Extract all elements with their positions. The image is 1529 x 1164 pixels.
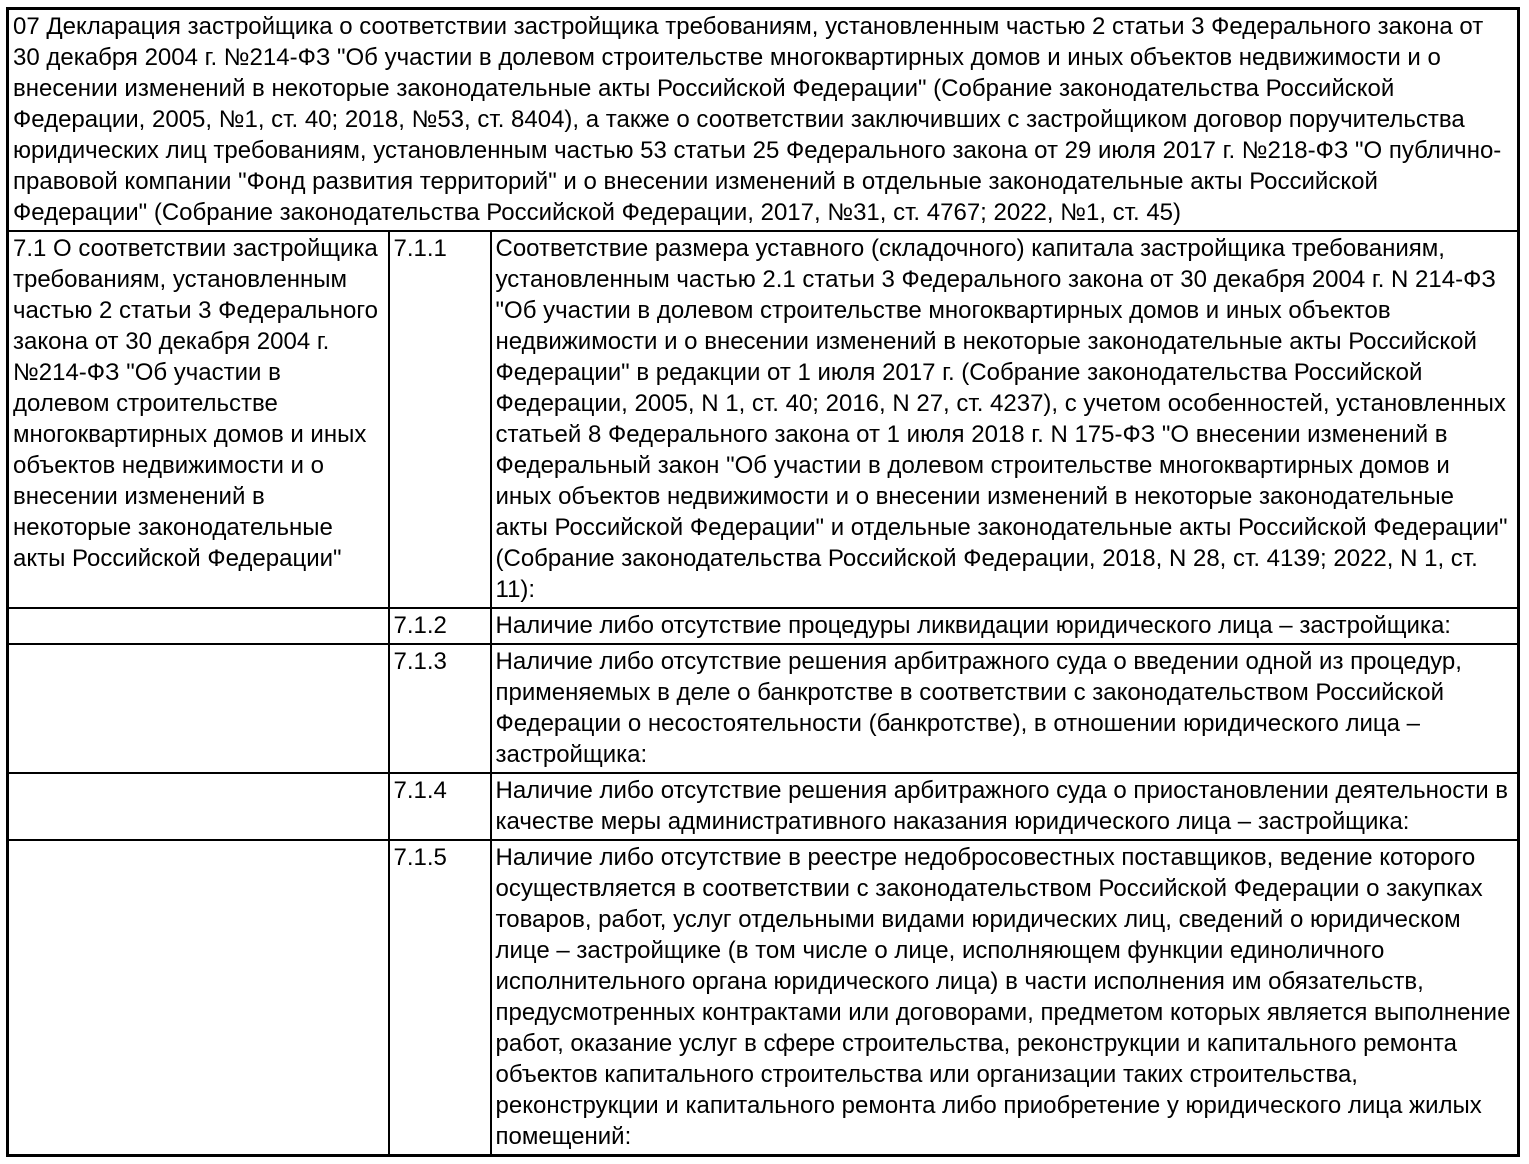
declaration-table xyxy=(6,7,1520,1157)
row-code: 7.1.3 xyxy=(389,644,491,773)
row-text: Наличие либо отсутствие в реестре недобросовестных поставщиков, ведение которого осуществляется в соответствии с законодательством Российской Федерации о закупках товаров, работ, услуг отдельными видами юридических лиц, сведений о юридическом лице – застройщике (в том числе о лице, исполняющем функции единоличного исполнительного органа юридического лица) в части исполнения им обязательств, предусмотренных контрактами или договорами, предметом которых является выполнение работ, оказание услуг в сфере строительства, реконструкции и капитального ремонта объектов капитального строительства или организации таких строительства, реконструкции и капитального ремонта либо приобретение у юридического лица жилых помещений: xyxy=(491,840,1519,1156)
row-code: 7.1.5 xyxy=(389,840,491,1156)
section-label: 7.1 О соответствии застройщика требованиям, установленным частью 2 статьи 3 Федерального закона от 30 декабря 2004 г. №214-ФЗ "Об участии в долевом строительстве многоквартирных домов и иных объектов недвижимости и о внесении изменений в некоторые законодательные акты Российской Федерации" xyxy=(8,231,389,608)
section-label-empty xyxy=(8,773,389,840)
table-header-row xyxy=(8,9,1519,232)
table-row xyxy=(8,608,1519,644)
table-row xyxy=(8,231,1519,608)
row-text: Наличие либо отсутствие процедуры ликвидации юридического лица – застройщика: xyxy=(491,608,1519,644)
table-row xyxy=(8,840,1519,1156)
row-code: 7.1.1 xyxy=(389,231,491,608)
declaration-header-text: 07 Декларация застройщика о соответствии застройщика требованиям, установленным частью 2 статьи 3 Федерального закона от 30 декабря 2004 г. №214-ФЗ "Об участии в долевом строительстве многоквартирных домов и иных объектов недвижимости и о внесении изменений в некоторые законодательные акты Российской Федерации" (Собрание законодательства Российской Федерации, 2005, №1, ст. 40; 2018, №53, ст. 8404), а также о соответствии заключивших с застройщиком договор поручительства юридических лиц требованиям, установленным частью 53 статьи 25 Федерального закона от 29 июля 2017 г. №218-ФЗ "О публично-правовой компании "Фонд развития территорий" и о внесении изменений в отдельные законодательные акты Российской Федерации" (Собрание законодательства Российской Федерации, 2017, №31, ст. 4767; 2022, №1, ст. 45) xyxy=(8,9,1519,232)
section-label-empty xyxy=(8,608,389,644)
row-code: 7.1.4 xyxy=(389,773,491,840)
section-label-empty xyxy=(8,644,389,773)
section-label-empty xyxy=(8,840,389,1156)
row-text: Наличие либо отсутствие решения арбитражного суда о приостановлении деятельности в качестве меры административного наказания юридического лица – застройщика: xyxy=(491,773,1519,840)
row-text: Наличие либо отсутствие решения арбитражного суда о введении одной из процедур, применяемых в деле о банкротстве в соответствии с законодательством Российской Федерации о несостоятельности (банкротстве), в отношении юридического лица – застройщика: xyxy=(491,644,1519,773)
table-row xyxy=(8,644,1519,773)
row-text: Соответствие размера уставного (складочного) капитала застройщика требованиям, установленным частью 2.1 статьи 3 Федерального закона от 30 декабря 2004 г. N 214-ФЗ "Об участии в долевом строительстве многоквартирных домов и иных объектов недвижимости и о внесении изменений в некоторые законодательные акты Российской Федерации" в редакции от 1 июля 2017 г. (Собрание законодательства Российской Федерации, 2005, N 1, ст. 40; 2016, N 27, ст. 4237), с учетом особенностей, установленных статьей 8 Федерального закона от 1 июля 2018 г. N 175-ФЗ "О внесении изменений в Федеральный закон "Об участии в долевом строительстве многоквартирных домов и иных объектов недвижимости и о внесении изменений в некоторые законодательные акты Российской Федерации" и отдельные законодательные акты Российской Федерации" (Собрание законодательства Российской Федерации, 2018, N 28, ст. 4139; 2022, N 1, ст. 11): xyxy=(491,231,1519,608)
row-code: 7.1.2 xyxy=(389,608,491,644)
table-row xyxy=(8,773,1519,840)
